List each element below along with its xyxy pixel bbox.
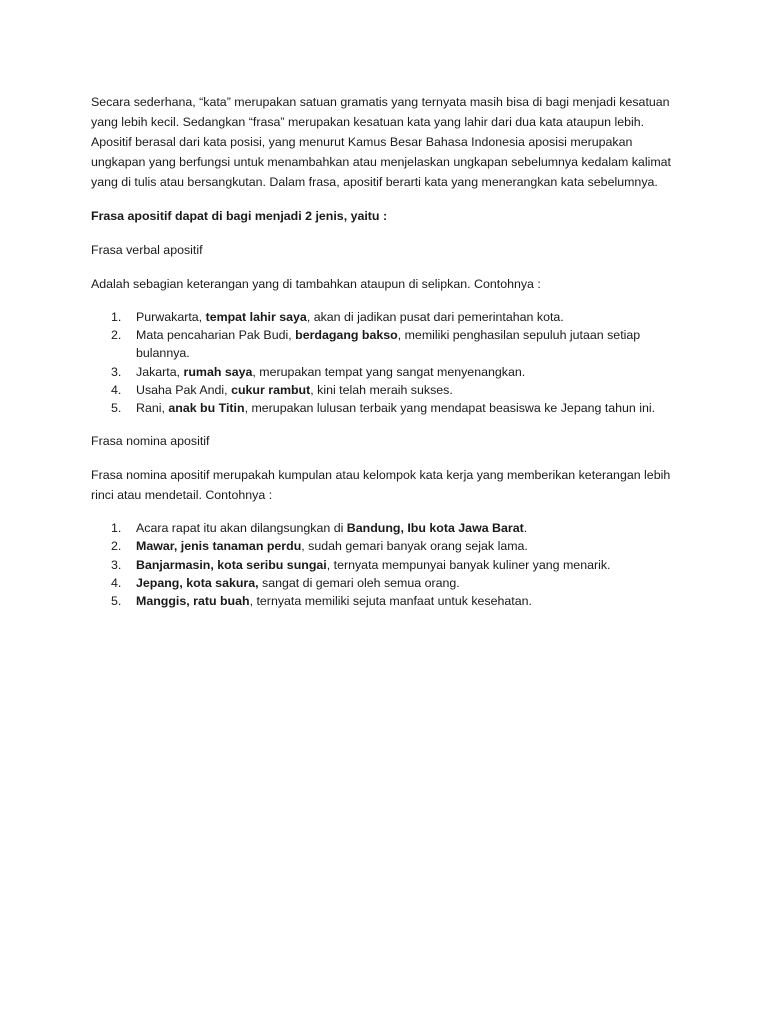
- list-number: 4.: [111, 382, 122, 397]
- list-item: [91, 556, 671, 574]
- list-number: 1.: [111, 521, 122, 536]
- list-item: [91, 381, 671, 399]
- item-text-plain: Rani,: [136, 401, 169, 416]
- item-text-plain: Mata pencaharian Pak Budi,: [136, 328, 296, 343]
- item-text-rest: , merupakan tempat yang sangat menyenangkan.: [252, 364, 526, 379]
- types-heading: Frasa apositif dapat di bagi menjadi 2 jenis, yaitu :: [91, 209, 388, 223]
- item-text-plain: Acara rapat itu akan dilangsungkan di: [136, 521, 347, 536]
- item-text-rest: , memiliki penghasilan sepuluh jutaan setiap bulannya.: [136, 328, 641, 361]
- example-list-nomina: [91, 519, 671, 610]
- item-text-rest: , merupakan lulusan terbaik yang mendapat beasiswa ke Jepang tahun ini.: [244, 401, 656, 416]
- item-text-plain: Purwakarta,: [136, 310, 206, 324]
- item-text-bold: anak bu Titin: [168, 401, 245, 416]
- list-number: 2.: [111, 328, 122, 343]
- list-item: [91, 363, 671, 381]
- list-item: [91, 537, 671, 555]
- section-description-nomina: Frasa nomina apositif merupakah kumpulan atau kelompok kata kerja yang memberikan keterangan lebih rinci atau mendetail. Contohnya :: [91, 468, 671, 503]
- section-title-verbal: Frasa verbal apositif: [91, 243, 203, 257]
- list-number: 3.: [111, 557, 122, 572]
- item-text-rest: , sudah gemari banyak orang sejak lama.: [301, 539, 528, 554]
- list-item: [91, 326, 671, 362]
- item-text-rest: , ternyata mempunyai banyak kuliner yang menarik.: [326, 557, 611, 572]
- list-number: 1.: [111, 310, 122, 324]
- item-text-plain: Usaha Pak Andi,: [136, 382, 232, 397]
- section-description-verbal: Adalah sebagian keterangan yang di tambahkan ataupun di selipkan. Contohnya :: [91, 277, 541, 291]
- item-text-bold: rumah saya: [183, 364, 253, 379]
- intro-paragraph: Secara sederhana, “kata” merupakan satuan gramatis yang ternyata masih bisa di bagi menjadi kesatuan yang lebih kecil. Sedangkan “frasa” merupakan kesatuan kata yang lahir dari dua kata ataupun lebih. Apositif berasal dari kata posisi, yang menurut Kamus Besar Bahasa Indonesia aposisi merupakan ungkapan yang berfungsi untuk menambahkan atau menjelaskan ungkapan sebelumnya kedalam kalimat yang di tulis atau bersangkutan. Dalam frasa, apositif berarti kata yang menerangkan kata sebelumnya.: [91, 95, 671, 189]
- item-text-bold: Bandung, Ibu kota Jawa Barat: [346, 521, 524, 536]
- item-text-rest: , kini telah meraih sukses.: [310, 382, 453, 397]
- item-text-rest: sangat di gemari oleh semua orang.: [258, 575, 460, 590]
- list-number: 5.: [111, 594, 122, 609]
- list-number: 5.: [111, 401, 122, 416]
- list-number: 4.: [111, 575, 122, 590]
- document-page: [91, 92, 671, 624]
- list-item: [91, 592, 671, 610]
- item-text-rest: , akan di jadikan pusat dari pemerintahan kota.: [306, 310, 564, 324]
- item-text-bold: Jepang, kota sakura,: [136, 575, 259, 590]
- item-text-bold: Manggis, ratu buah: [136, 594, 250, 609]
- list-item: [91, 308, 671, 326]
- item-text-bold: berdagang bakso: [295, 328, 398, 343]
- item-text-plain: Jakarta,: [136, 364, 184, 379]
- example-list-verbal: [91, 308, 671, 417]
- item-text-bold: tempat lahir saya: [205, 310, 307, 324]
- list-item: [91, 519, 671, 537]
- item-text-bold: cukur rambut: [231, 382, 311, 397]
- section-title-nomina: Frasa nomina apositif: [91, 434, 210, 449]
- item-text-rest: , ternyata memiliki sejuta manfaat untuk kesehatan.: [249, 594, 532, 609]
- item-text-rest: .: [523, 521, 528, 536]
- list-item: [91, 399, 671, 417]
- list-number: 3.: [111, 364, 122, 379]
- list-item: [91, 574, 671, 592]
- list-number: 2.: [111, 539, 122, 554]
- item-text-bold: Banjarmasin, kota seribu sungai: [136, 557, 327, 572]
- item-text-bold: Mawar, jenis tanaman perdu: [136, 539, 302, 554]
